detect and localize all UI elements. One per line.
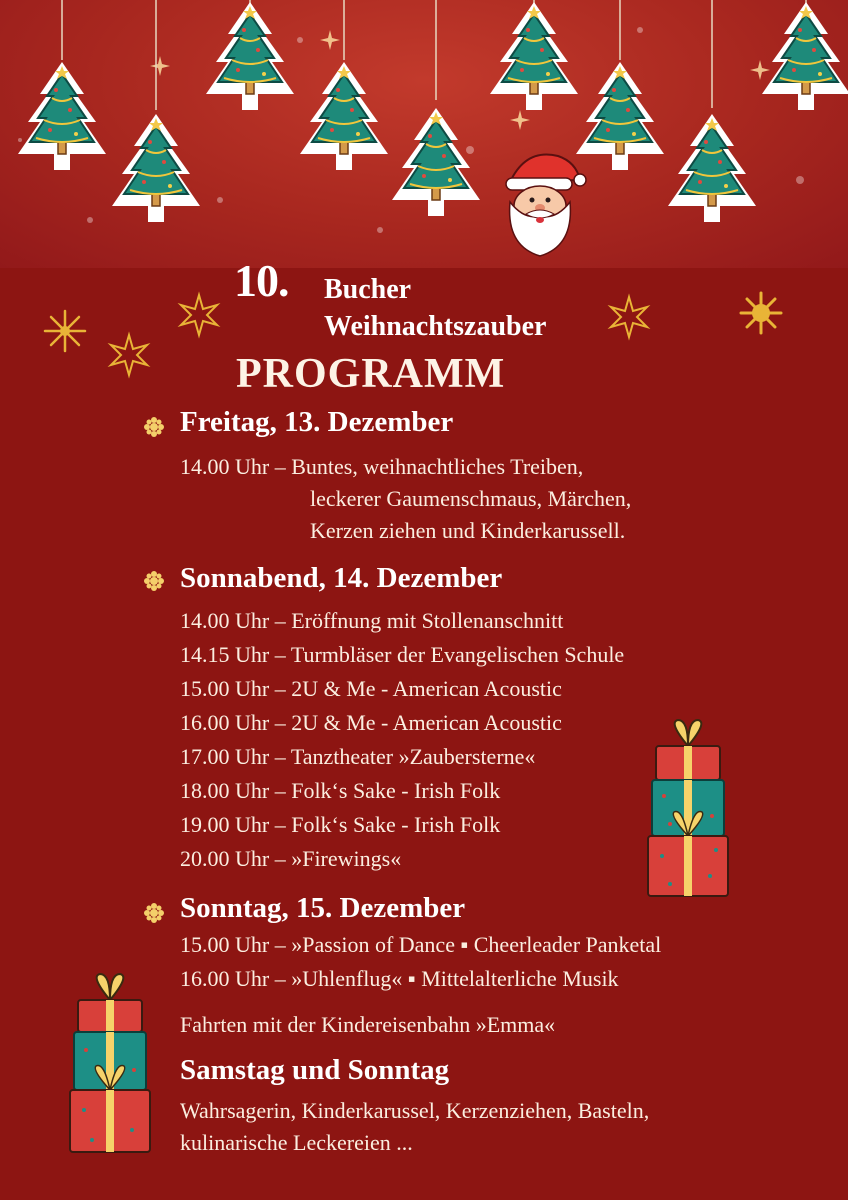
schedule-line: 14.00 Uhr – Buntes, weihnachtliches Treiben, [180,454,584,479]
schedule-line: leckerer Gaumenschmaus, Märchen, [310,486,632,511]
snowflake-star-icon [738,290,784,336]
schedule-line: 14.00 Uhr – Eröffnung mit Stollenanschnitt [180,608,564,633]
snowflake-star-icon [104,330,154,380]
day-heading-friday: Freitag, 13. Dezember [180,406,454,438]
schedule-line: 17.00 Uhr – Tanztheater »Zaubersterne« [180,744,536,769]
schedule-line: 14.15 Uhr – Turmbläser der Evangelischen Schule [180,642,625,667]
schedule-line: 20.00 Uhr – »Firewings« [180,846,402,871]
title-line-1: Bucher [324,274,412,305]
schedule-line: 19.00 Uhr – Folk‘s Sake - Irish Folk [180,812,501,837]
santa-icon [496,146,588,266]
snowflake-star-icon [174,290,224,340]
schedule-line: 15.00 Uhr – »Passion of Dance ▪ Cheerleader Panketal [180,932,662,957]
schedule-line: 18.00 Uhr – Folk‘s Sake - Irish Folk [180,778,501,803]
edition-number: 10. [234,255,289,306]
train-note: Fahrten mit der Kindereisenbahn »Emma« [180,1012,556,1037]
gift-stack-icon [640,716,736,904]
day-heading-sunday: Sonntag, 15. Dezember [180,892,466,924]
weekend-line: kulinarische Leckereien ... [180,1130,413,1155]
bullet-flower-icon [143,570,165,592]
weekend-heading: Samstag und Sonntag [180,1054,450,1086]
day-heading-saturday: Sonnabend, 14. Dezember [180,562,503,594]
program-heading: PROGRAMM [236,351,506,397]
snowflake-star-icon [604,292,654,342]
title-line-2: Weihnachtszauber [324,311,547,342]
top-decoration-band [0,0,848,268]
snowflake-star-icon [40,306,90,356]
bullet-flower-icon [143,416,165,438]
schedule-line: 16.00 Uhr – 2U & Me - American Acoustic [180,710,562,735]
gift-stack-icon [64,970,156,1160]
schedule-line: Kerzen ziehen und Kinderkarussell. [310,518,626,543]
weekend-line: Wahrsagerin, Kinderkarussel, Kerzenziehen, Basteln, [180,1098,650,1123]
hanging-trees-illustration [0,0,848,268]
schedule-line: 15.00 Uhr – 2U & Me - American Acoustic [180,676,562,701]
schedule-line: 16.00 Uhr – »Uhlenflug« ▪ Mittelalterliche Musik [180,966,619,991]
bullet-flower-icon [143,902,165,924]
